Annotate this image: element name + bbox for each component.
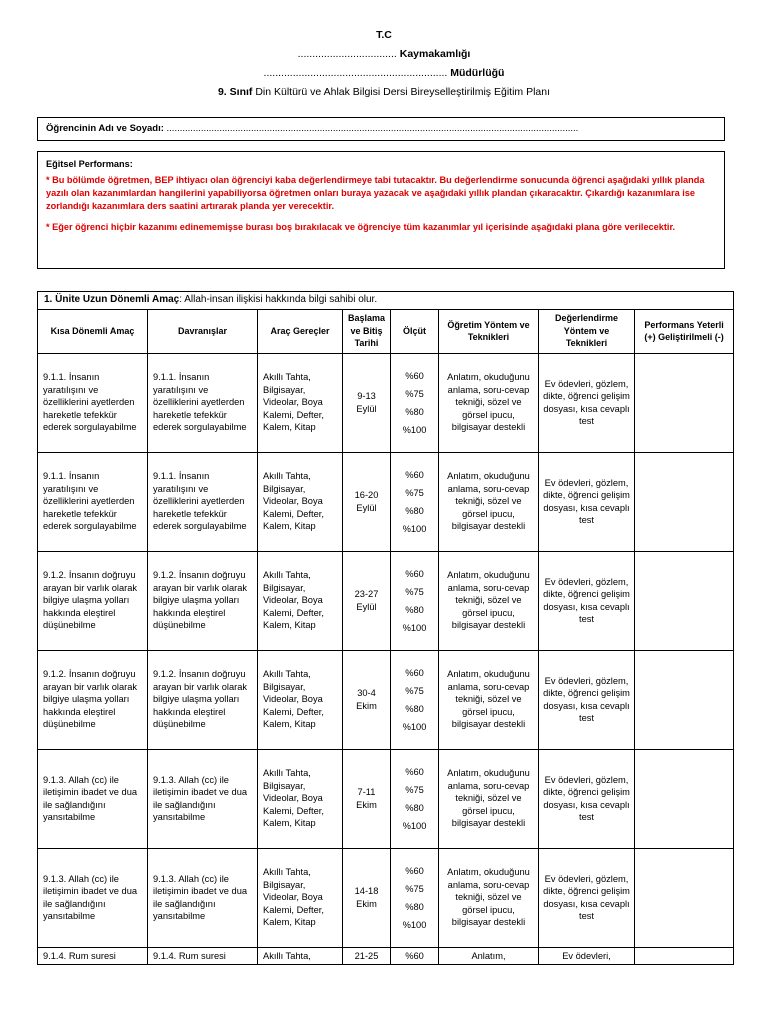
criterion: %100 — [402, 622, 427, 633]
table-row — [38, 650, 734, 749]
criterion: %100 — [402, 424, 427, 435]
cell-behavior: 9.1.1. İnsanın yaratılışını ve özelliklerini ayetlerden hareketle tefekkür ederek sorgulayabilme — [148, 452, 258, 551]
criterion: %80 — [405, 703, 424, 714]
cell-performance[interactable] — [635, 452, 734, 551]
cell-performance[interactable] — [635, 551, 734, 650]
student-name-box[interactable] — [37, 117, 725, 141]
table-header-row — [38, 309, 734, 353]
col-header-criteria: Ölçüt — [391, 309, 439, 353]
criterion: %80 — [405, 406, 424, 417]
cell-goal: 9.1.2. İnsanın doğruyu arayan bir varlık olarak bilgiye ulaşma yolları hakkında eleştirel düşünebilme — [38, 551, 148, 650]
cell-performance[interactable] — [635, 848, 734, 947]
cell-tools: Akıllı Tahta, Bilgisayar, Videolar, Boya Kalemi, Defter, Kalem, Kitap — [258, 353, 343, 452]
performance-note-1: * Bu bölümde öğretmen, BEP ihtiyacı olan öğrenciyi kaba değerlendirmeye tabi tutacaktır. Bu değerlendirme sonucunda öğrenci aşağıdaki yıllık planda yazılı olan kazanımlardan hangilerini yapabiliyorsa öğretmen onları buraya yazacak ve aşağıdaki yıllık plandan çıkaracaktır. Çıkardığı kazanımlara ise zorlandığı kazanımlara ders saatini artırarak planda yer verecektir. — [46, 175, 705, 211]
table-row — [38, 947, 734, 965]
header-directorate-label: Müdürlüğü — [450, 67, 505, 79]
criterion: %60 — [405, 370, 424, 381]
col-header-methods: Öğretim Yöntem ve Teknikleri — [439, 309, 539, 353]
header-grade: 9. Sınıf — [217, 86, 253, 98]
cell-date: 7-11 Ekim — [343, 749, 391, 848]
cell-criteria — [391, 551, 439, 650]
unit-label: 1. Ünite Uzun Dönemli Amaç — [44, 294, 180, 305]
col-header-behaviors: Davranışlar — [148, 309, 258, 353]
cell-method: Anlatım, okuduğunu anlama, soru-cevap tekniği, sözel ve görsel ipucu, bilgisayar destekli — [439, 353, 539, 452]
cell-goal: 9.1.3. Allah (cc) ile iletişimin ibadet ve dua ile sağlandığını yansıtabilme — [38, 848, 148, 947]
header-plan-name: Din Kültürü ve Ahlak Bilgisi Dersi Bireyselleştirilmiş Eğitim Planı — [252, 86, 551, 98]
header-plan-title — [0, 83, 768, 102]
cell-method: Anlatım, okuduğunu anlama, soru-cevap tekniği, sözel ve görsel ipucu, bilgisayar destekli — [439, 749, 539, 848]
cell-date: 14-18 Ekim — [343, 848, 391, 947]
cell-performance[interactable] — [635, 947, 734, 965]
cell-criteria: %60 — [391, 947, 439, 965]
table-row — [38, 848, 734, 947]
cell-behavior: 9.1.4. Rum suresi — [148, 947, 258, 965]
criterion: %75 — [405, 883, 424, 894]
cell-tools: Akıllı Tahta, Bilgisayar, Videolar, Boya Kalemi, Defter, Kalem, Kitap — [258, 650, 343, 749]
cell-goal: 9.1.2. İnsanın doğruyu arayan bir varlık olarak bilgiye ulaşma yolları hakkında eleştirel düşünebilme — [38, 650, 148, 749]
unit-title — [38, 292, 734, 310]
criterion: %75 — [405, 685, 424, 696]
unit-goal: : Allah-insan ilişkisi hakkında bilgi sahibi olur. — [179, 294, 378, 305]
cell-criteria — [391, 452, 439, 551]
cell-date: 30-4 Ekim — [343, 650, 391, 749]
student-name-dots: ............................................................................................................................................................ — [166, 123, 579, 134]
col-header-tools: Araç Gereçler — [258, 309, 343, 353]
cell-tools: Akıllı Tahta, Bilgisayar, Videolar, Boya Kalemi, Defter, Kalem, Kitap — [258, 749, 343, 848]
header-directorate — [0, 64, 768, 83]
criterion: %60 — [405, 766, 424, 777]
criterion: %100 — [402, 523, 427, 534]
cell-evaluation: Ev ödevleri, gözlem, dikte, öğrenci gelişim dosyası, kısa cevaplı test — [539, 650, 635, 749]
cell-criteria — [391, 749, 439, 848]
col-header-short-goal: Kısa Dönemli Amaç — [38, 309, 148, 353]
cell-behavior: 9.1.3. Allah (cc) ile iletişimin ibadet ve dua ile sağlandığını yansıtabilme — [148, 749, 258, 848]
cell-date: 9-13 Eylül — [343, 353, 391, 452]
cell-method: Anlatım, — [439, 947, 539, 965]
performance-note-2: * Eğer öğrenci hiçbir kazanımı edinememişse burası boş bırakılacak ve öğrenciye tüm kazanımlar yıl içerisinde aşağıdaki plana göre verilecektir. — [46, 222, 676, 232]
header-district-dots: .................................. — [297, 48, 400, 60]
cell-method: Anlatım, okuduğunu anlama, soru-cevap tekniği, sözel ve görsel ipucu, bilgisayar destekli — [439, 551, 539, 650]
student-name-label: Öğrencinin Adı ve Soyadı: — [46, 123, 167, 134]
cell-performance[interactable] — [635, 749, 734, 848]
cell-goal: 9.1.3. Allah (cc) ile iletişimin ibadet ve dua ile sağlandığını yansıtabilme — [38, 749, 148, 848]
cell-method: Anlatım, okuduğunu anlama, soru-cevap tekniği, sözel ve görsel ipucu, bilgisayar destekli — [439, 650, 539, 749]
cell-evaluation: Ev ödevleri, gözlem, dikte, öğrenci gelişim dosyası, kısa cevaplı test — [539, 749, 635, 848]
cell-tools: Akıllı Tahta, Bilgisayar, Videolar, Boya Kalemi, Defter, Kalem, Kitap — [258, 452, 343, 551]
header-district — [0, 45, 768, 64]
cell-method: Anlatım, okuduğunu anlama, soru-cevap tekniği, sözel ve görsel ipucu, bilgisayar destekli — [439, 452, 539, 551]
cell-evaluation: Ev ödevleri, gözlem, dikte, öğrenci gelişim dosyası, kısa cevaplı test — [539, 452, 635, 551]
cell-tools: Akıllı Tahta, Bilgisayar, Videolar, Boya Kalemi, Defter, Kalem, Kitap — [258, 551, 343, 650]
criterion: %60 — [405, 568, 424, 579]
criterion: %60 — [405, 469, 424, 480]
cell-behavior: 9.1.3. Allah (cc) ile iletişimin ibadet ve dua ile sağlandığını yansıtabilme — [148, 848, 258, 947]
document-header — [0, 26, 768, 102]
cell-date: 23-27 Eylül — [343, 551, 391, 650]
cell-goal: 9.1.1. İnsanın yaratılışını ve özelliklerini ayetlerden hareketle tefekkür ederek sorgulayabilme — [38, 353, 148, 452]
plan-table — [37, 291, 734, 965]
cell-behavior: 9.1.1. İnsanın yaratılışını ve özelliklerini ayetlerden hareketle tefekkür ederek sorgulayabilme — [148, 353, 258, 452]
col-header-performance: Performans Yeterli (+) Geliştirilmeli (-) — [635, 309, 734, 353]
cell-behavior: 9.1.2. İnsanın doğruyu arayan bir varlık olarak bilgiye ulaşma yolları hakkında eleştirel düşünebilme — [148, 650, 258, 749]
educational-performance-box[interactable] — [37, 151, 725, 269]
performance-title: Eğitsel Performans: — [46, 159, 133, 169]
criterion: %75 — [405, 487, 424, 498]
cell-method: Anlatım, okuduğunu anlama, soru-cevap tekniği, sözel ve görsel ipucu, bilgisayar destekli — [439, 848, 539, 947]
cell-goal: 9.1.4. Rum suresi — [38, 947, 148, 965]
criterion: %80 — [405, 802, 424, 813]
col-header-evaluation: Değerlendirme Yöntem ve Teknikleri — [539, 309, 635, 353]
cell-goal: 9.1.1. İnsanın yaratılışını ve özelliklerini ayetlerden hareketle tefekkür ederek sorgulayabilme — [38, 452, 148, 551]
header-directorate-dots: ............................................................... — [263, 67, 451, 79]
criterion: %80 — [405, 505, 424, 516]
criterion: %100 — [402, 721, 427, 732]
col-header-dates: Başlama ve Bitiş Tarihi — [343, 309, 391, 353]
cell-criteria — [391, 353, 439, 452]
cell-tools: Akıllı Tahta, — [258, 947, 343, 965]
cell-evaluation: Ev ödevleri, — [539, 947, 635, 965]
cell-criteria — [391, 650, 439, 749]
criterion: %100 — [402, 820, 427, 831]
criterion: %60 — [405, 865, 424, 876]
cell-performance[interactable] — [635, 353, 734, 452]
cell-criteria — [391, 848, 439, 947]
cell-date: 21-25 — [343, 947, 391, 965]
table-row — [38, 353, 734, 452]
header-district-label: Kaymakamlığı — [399, 48, 471, 60]
cell-evaluation: Ev ödevleri, gözlem, dikte, öğrenci gelişim dosyası, kısa cevaplı test — [539, 848, 635, 947]
criterion: %100 — [402, 919, 427, 930]
header-tc: T.C — [376, 29, 392, 41]
table-row — [38, 551, 734, 650]
cell-evaluation: Ev ödevleri, gözlem, dikte, öğrenci gelişim dosyası, kısa cevaplı test — [539, 551, 635, 650]
cell-performance[interactable] — [635, 650, 734, 749]
criterion: %75 — [405, 784, 424, 795]
cell-behavior: 9.1.2. İnsanın doğruyu arayan bir varlık olarak bilgiye ulaşma yolları hakkında eleştirel düşünebilme — [148, 551, 258, 650]
criterion: %80 — [405, 901, 424, 912]
cell-date: 16-20 Eylül — [343, 452, 391, 551]
table-row — [38, 452, 734, 551]
criterion: %75 — [405, 388, 424, 399]
criterion: %75 — [405, 586, 424, 597]
criterion: %60 — [405, 667, 424, 678]
table-row — [38, 749, 734, 848]
criterion: %80 — [405, 604, 424, 615]
cell-evaluation: Ev ödevleri, gözlem, dikte, öğrenci gelişim dosyası, kısa cevaplı test — [539, 353, 635, 452]
cell-tools: Akıllı Tahta, Bilgisayar, Videolar, Boya Kalemi, Defter, Kalem, Kitap — [258, 848, 343, 947]
